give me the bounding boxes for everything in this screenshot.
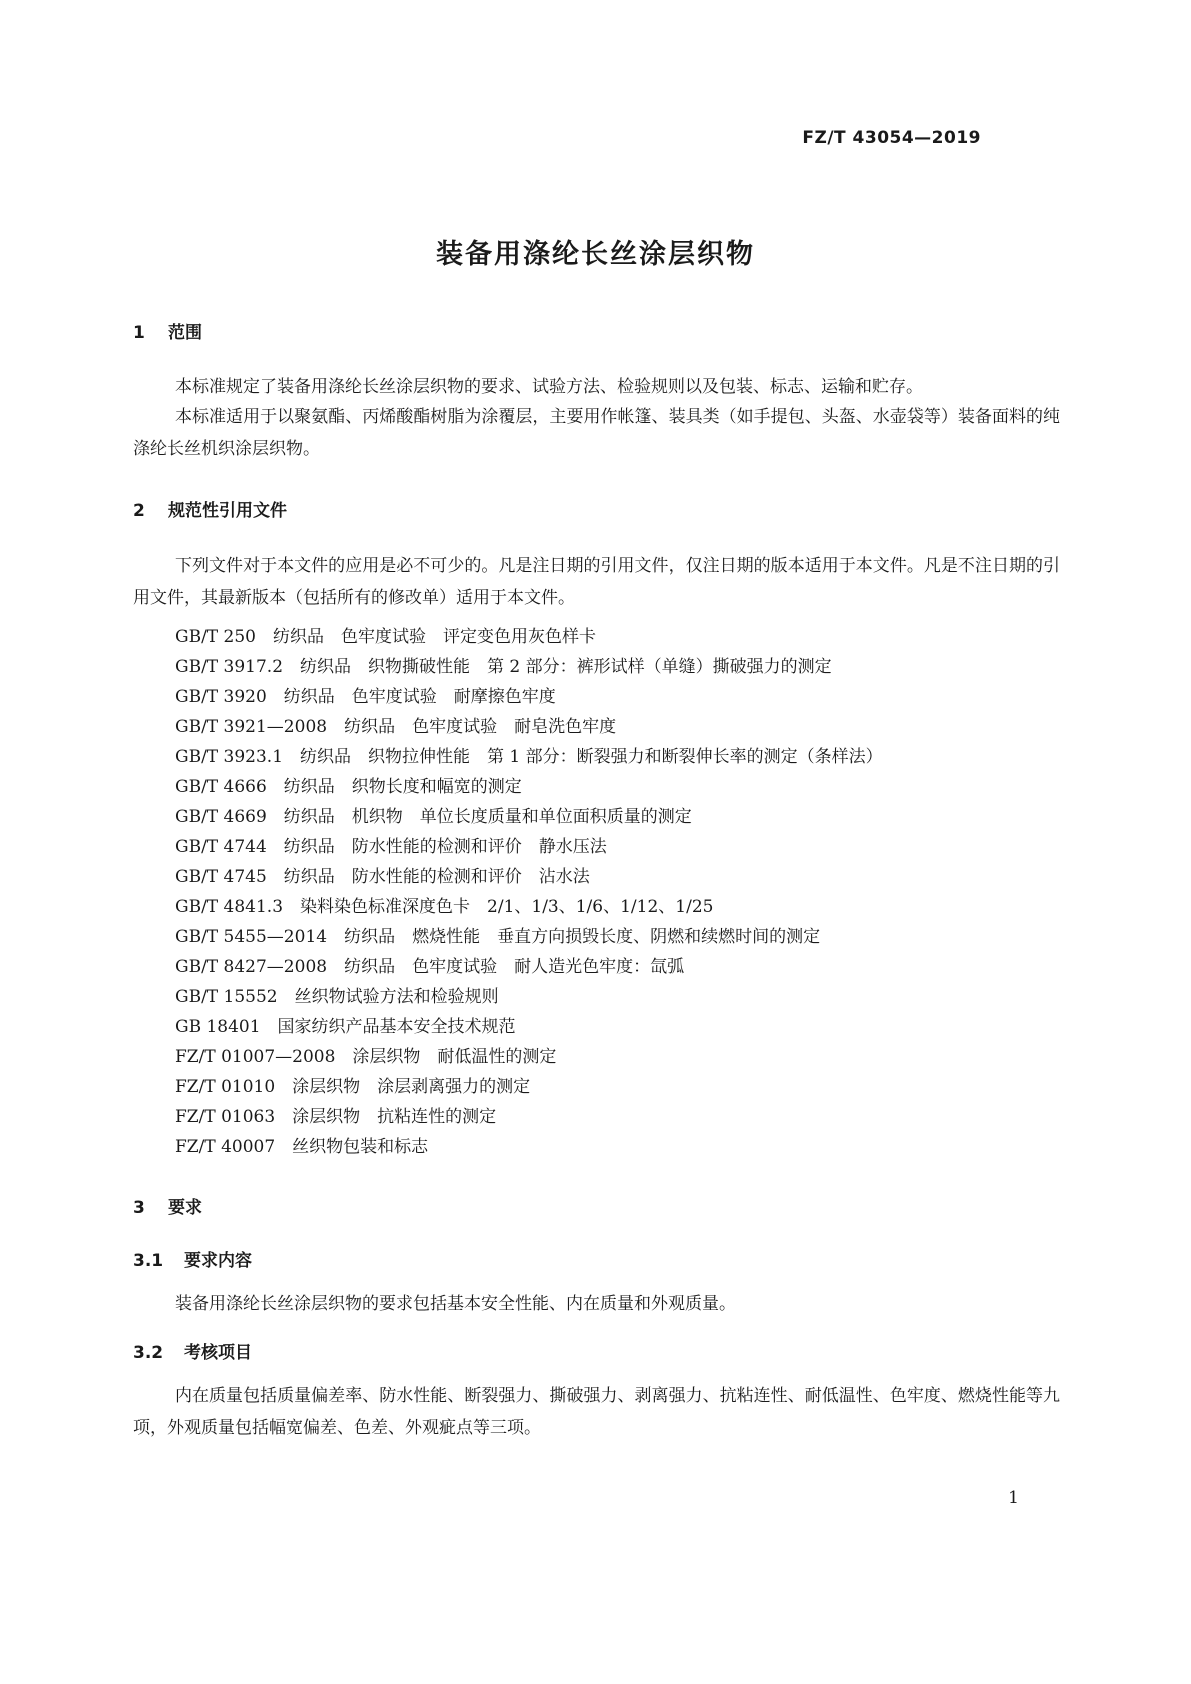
reference-item: GB/T 15552 丝织物试验方法和检验规则	[175, 987, 499, 1007]
reference-item: FZ/T 40007 丝织物包装和标志	[175, 1137, 429, 1157]
reference-item: FZ/T 01007—2008 涂层织物 耐低温性的测定	[175, 1047, 557, 1067]
section-title: 规范性引用文件	[168, 501, 287, 521]
section-3-heading	[133, 1193, 202, 1218]
standard-code: FZ/T 43054—2019	[802, 128, 981, 148]
page-number: 1	[1008, 1488, 1019, 1508]
section-number: 3	[133, 1198, 145, 1218]
section-title: 范围	[168, 323, 202, 343]
reference-item: GB/T 5455—2014 纺织品 燃烧性能 垂直方向损毁长度、阴燃和续燃时间的测定	[175, 927, 821, 947]
section-number: 1	[133, 323, 145, 343]
reference-item: GB/T 3917.2 纺织品 织物撕破性能 第 2 部分：裤形试样（单缝）撕破强力的测定	[175, 657, 832, 677]
document-title: 装备用涤纶长丝涂层织物	[436, 239, 755, 270]
section-3-1-text: 装备用涤纶长丝涂层织物的要求包括基本安全性能、内在质量和外观质量。	[175, 1294, 736, 1314]
reference-item: GB/T 3920 纺织品 色牢度试验 耐摩擦色牢度	[175, 687, 556, 707]
section-title: 要求	[168, 1198, 202, 1218]
reference-item: GB/T 4744 纺织品 防水性能的检测和评价 静水压法	[175, 837, 607, 857]
reference-item: GB/T 250 纺织品 色牢度试验 评定变色用灰色样卡	[175, 627, 596, 647]
reference-item: FZ/T 01010 涂层织物 涂层剥离强力的测定	[175, 1077, 531, 1097]
section-number: 3.2	[133, 1343, 164, 1363]
section-1-heading	[133, 318, 202, 343]
reference-item: GB/T 3921—2008 纺织品 色牢度试验 耐皂洗色牢度	[175, 717, 617, 737]
section-2-intro: 下列文件对于本文件的应用是必不可少的。凡是注日期的引用文件，仅注日期的版本适用于本文件。凡是不注日期的引用文件，其最新版本（包括所有的修改单）适用于本文件。	[133, 556, 1060, 608]
reference-item: GB/T 4666 纺织品 织物长度和幅宽的测定	[175, 777, 522, 797]
section-2-heading	[133, 496, 287, 521]
section-title: 考核项目	[184, 1343, 252, 1363]
section-3-2-text: 内在质量包括质量偏差率、防水性能、断裂强力、撕破强力、剥离强力、抗粘连性、耐低温性、色牢度、燃烧性能等九项，外观质量包括幅宽偏差、色差、外观疵点等三项。	[133, 1386, 1060, 1438]
reference-item: GB/T 4745 纺织品 防水性能的检测和评价 沾水法	[175, 867, 590, 887]
section-1-paragraph-1: 本标准规定了装备用涤纶长丝涂层织物的要求、试验方法、检验规则以及包装、标志、运输和贮存。	[175, 377, 923, 397]
section-1-paragraph-2: 本标准适用于以聚氨酯、丙烯酸酯树脂为涂覆层，主要用作帐篷、装具类（如手提包、头盔、水壶袋等）装备面料的纯涤纶长丝机织涂层织物。	[133, 407, 1060, 459]
reference-item: GB 18401 国家纺织产品基本安全技术规范	[175, 1017, 516, 1037]
reference-item: FZ/T 01063 涂层织物 抗粘连性的测定	[175, 1107, 497, 1127]
reference-item: GB/T 8427—2008 纺织品 色牢度试验 耐人造光色牢度：氙弧	[175, 957, 685, 977]
section-number: 2	[133, 501, 145, 521]
reference-item: GB/T 3923.1 纺织品 织物拉伸性能 第 1 部分：断裂强力和断裂伸长率的测定（条样法）	[175, 747, 883, 767]
section-title: 要求内容	[184, 1251, 252, 1271]
section-3-1-heading	[133, 1246, 252, 1271]
reference-item: GB/T 4669 纺织品 机织物 单位长度质量和单位面积质量的测定	[175, 807, 692, 827]
section-number: 3.1	[133, 1251, 164, 1271]
section-3-2-heading	[133, 1338, 252, 1363]
reference-item: GB/T 4841.3 染料染色标准深度色卡 2/1、1/3、1/6、1/12、1/25	[175, 897, 714, 917]
